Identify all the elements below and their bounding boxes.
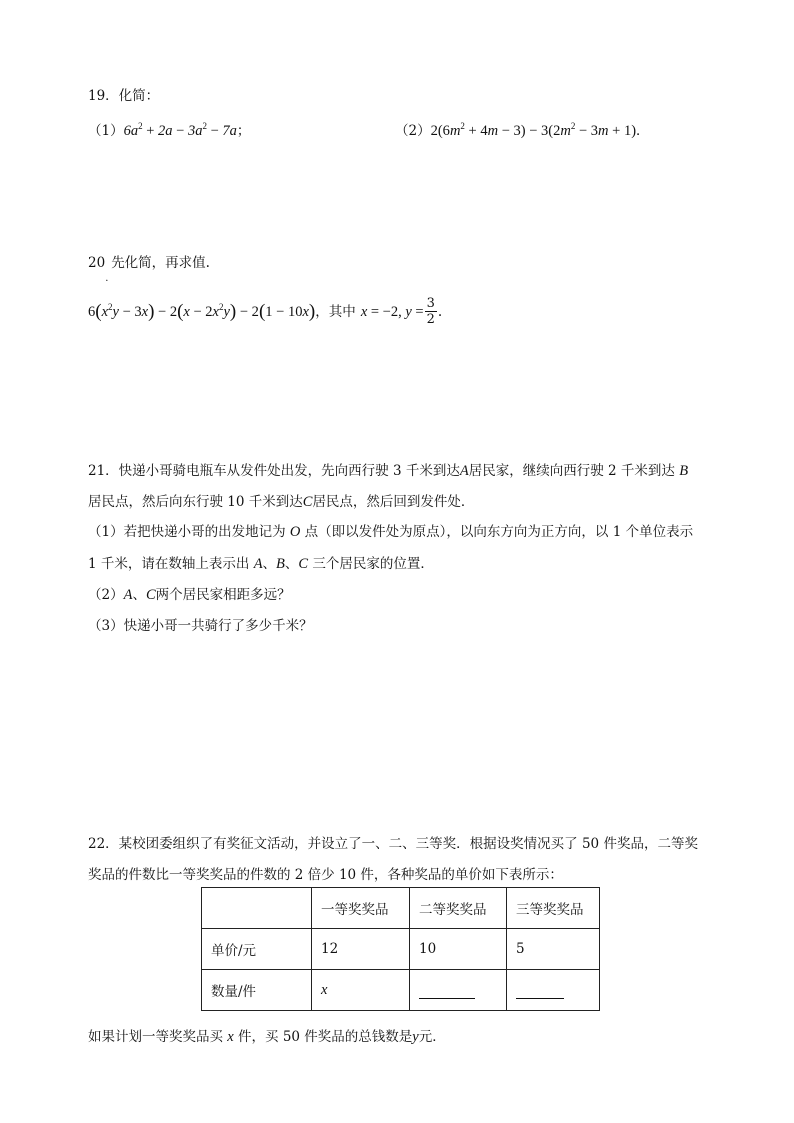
- table-cell-price-first: 12: [312, 929, 410, 970]
- q21-part3: （3）快递小哥一共骑行了多少千米？: [88, 618, 313, 634]
- q21-point-b: B: [679, 463, 689, 479]
- table-cell-quantity-third[interactable]: [507, 970, 600, 1011]
- q20-number: 20: [88, 255, 106, 271]
- quantity-second-blank[interactable]: [419, 987, 475, 999]
- q20-expression: $6(x^2y - 3x) - 2(x - 2x^2y) - 2(1 - 10x)$: [88, 301, 316, 322]
- q22-final-x: x: [227, 1029, 234, 1045]
- q21-part2-post: 两个居民家相距多远？: [155, 587, 291, 603]
- q20-title-line: [88, 251, 210, 284]
- q21-part1-line2-pre: 1 千米，请在数轴上表示出: [88, 556, 250, 572]
- q21-part2-c: C: [145, 587, 156, 603]
- q19-title: 19．化简：: [88, 88, 160, 104]
- q20-x-value: = −2,: [370, 304, 402, 320]
- table-header-row: [202, 888, 600, 929]
- q21-part1-b: B: [276, 556, 285, 572]
- q21-part1-sep2: 、: [284, 556, 299, 572]
- q21-point-c: C: [302, 494, 313, 510]
- q22-line1: 22．某校团委组织了有奖征文活动，并设立了一、二、三等奖．根据设奖情况买了 50 件奖品，二等奖: [88, 836, 698, 852]
- q19-part2-expression: $2(6m^2 + 4m - 3) - 3(2m^2 - 3m + 1)$: [430, 121, 637, 139]
- q20-y-fraction: [425, 296, 437, 327]
- table-cell-price-second: 10: [410, 929, 507, 970]
- q22-line2: 奖品的件数比一等奖奖品的件数的 2 倍少 10 件，各种奖品的单价如下表所示：: [88, 867, 563, 883]
- table-cell-price-third: 5: [507, 929, 600, 970]
- q21-part2-sep: 、: [132, 587, 146, 603]
- q21-line1-mid: 居民家，继续向西行驶 2 千米到达: [468, 463, 675, 479]
- q21-part1-c: C: [298, 556, 309, 572]
- quantity-first-value: x: [321, 981, 328, 998]
- table-cell-quantity-first: [312, 970, 410, 1011]
- q19-part1-label: （1）: [88, 123, 124, 139]
- q20-frac-denominator: 2: [426, 312, 435, 327]
- q20-frac-numerator: 3: [426, 296, 435, 311]
- q19-part2: [395, 119, 650, 140]
- q21-part1-line1: [88, 520, 693, 541]
- table-header-second-prize: 二等奖奖品: [410, 888, 507, 929]
- q21-line1-text: 21．快递小哥骑电瓶车从发件处出发，先向西行驶 3 千米到达: [88, 463, 460, 479]
- q19-part2-label: （2）: [395, 123, 431, 139]
- q21-part1-a: A: [253, 556, 263, 572]
- table-cell-quantity-label: 数量/件: [202, 970, 312, 1011]
- q19-part2-end: ．: [636, 123, 650, 139]
- quantity-third-blank[interactable]: [516, 987, 564, 999]
- q22-final-post: 元．: [418, 1029, 446, 1045]
- table-cell-quantity-second[interactable]: [410, 970, 507, 1011]
- q19-part1-expression: $6a^2 + 2a - 3a^2 - 7a$: [123, 121, 237, 139]
- q20-dot: .: [105, 273, 109, 284]
- q21-origin-o: O: [289, 524, 301, 540]
- q21-part2-a: A: [123, 587, 133, 603]
- q20-title: 先化简，再求值.: [111, 255, 210, 271]
- q21-line2-pre: 居民点，然后向东行驶 10 千米到达: [88, 494, 303, 510]
- q21-part1-post: 点（即以发件处为原点），以向东方向为正方向，以 1 个单位表示: [304, 524, 694, 540]
- table-header-first-prize: 一等奖奖品: [312, 888, 410, 929]
- q22-final-pre: 如果计划一等奖奖品买: [88, 1029, 223, 1045]
- q22-final-y: y: [412, 1029, 419, 1045]
- q20-end: .: [437, 304, 443, 320]
- q22-final-mid: 件，买 50 件奖品的总钱数是: [238, 1029, 413, 1045]
- q21-part2-label: （2）: [88, 587, 124, 603]
- table-header-empty: [202, 888, 312, 929]
- table-header-third-prize: 三等奖奖品: [507, 888, 600, 929]
- q21-part1-sep1: 、: [262, 556, 277, 572]
- prize-price-table: [201, 887, 600, 1011]
- table-row-quantity: [202, 970, 600, 1011]
- q21-part1-pre: （1）若把快递小哥的出发地记为: [88, 524, 286, 540]
- table-row-price: [202, 929, 600, 970]
- q21-line1: [88, 459, 688, 480]
- q22-final-line: [88, 1025, 446, 1046]
- q21-line2-post: 居民点，然后回到发件处．: [312, 494, 475, 510]
- q21-line2: [88, 490, 474, 511]
- q20-expression-line: $6(x^2y - 3x) - 2(x - 2x^2y) - 2(1 - 10x)$，其中 x = −2, y = $\frac{3}{2}$ .: [88, 296, 443, 327]
- q20-where: ，其中: [315, 304, 356, 320]
- q19-part1-end: ；: [236, 123, 251, 139]
- q21-part1-line2: [88, 552, 434, 573]
- q19-part1: [88, 119, 250, 140]
- q21-part2: [88, 583, 291, 604]
- q20-y-eq: =: [415, 304, 424, 320]
- q21-point-a: A: [459, 463, 469, 479]
- q21-part1-line2-post: 三个居民家的位置．: [312, 556, 434, 572]
- table-cell-price-label: 单价/元: [202, 929, 312, 970]
